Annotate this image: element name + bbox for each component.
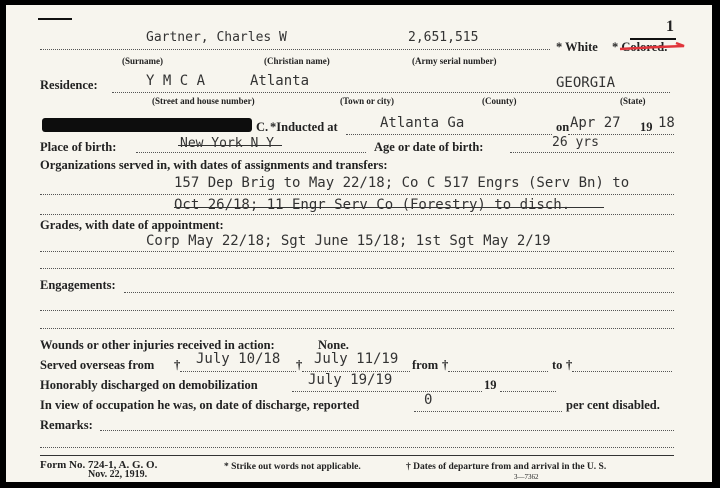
- discharge-line: [292, 391, 482, 392]
- organizations-label: Organizations served in, with dates of assignments and transfers:: [40, 158, 388, 172]
- wounds-label: Wounds or other injuries received in action:: [40, 338, 275, 352]
- place-of-birth-value: New York N Y: [180, 136, 274, 151]
- residence-city-value: Atlanta: [250, 73, 310, 89]
- engagements-rule-2: [40, 310, 674, 311]
- overseas-dagger-3: †: [442, 358, 449, 372]
- form-date: Nov. 22, 1919.: [88, 469, 148, 480]
- overseas-line-4: [572, 371, 672, 372]
- strike-note: * Strike out words not applicable.: [224, 462, 361, 472]
- organizations-rule-2: [40, 214, 674, 215]
- residence-state-value: GEORGIA: [556, 75, 616, 91]
- age-line: [510, 152, 674, 153]
- christian-name-caption: (Christian name): [264, 56, 330, 66]
- serial-caption: (Army serial number): [412, 56, 497, 66]
- discharge-year-line: [500, 391, 556, 392]
- disability-label: In view of occupation he was, on date of discharge, reported: [40, 398, 360, 412]
- engagements-rule-3: [40, 328, 674, 329]
- engagements-rule-1: [124, 292, 674, 293]
- overseas-line-3: [448, 371, 548, 372]
- footer-rule: [40, 455, 674, 456]
- discharge-year-suffix: 19: [484, 378, 497, 392]
- surname-value: Gartner, Charles W: [146, 30, 287, 45]
- inducted-at-label: *Inducted at: [270, 120, 338, 134]
- induction-year-value: 18: [658, 115, 675, 131]
- surname-caption: (Surname): [122, 56, 163, 66]
- overseas-from-label: from: [412, 358, 439, 372]
- red-strike-mark: [618, 40, 690, 54]
- grades-value: Corp May 22/18; Sgt June 15/18; 1st Sgt May 2/19: [146, 233, 551, 249]
- place-of-birth-label: Place of birth:: [40, 140, 117, 154]
- top-mark: [38, 18, 72, 20]
- county-caption: (County): [482, 96, 517, 106]
- card-number: 1: [666, 18, 674, 35]
- disability-suffix: per cent disabled.: [566, 398, 660, 412]
- white-label: * White: [556, 40, 598, 54]
- print-code: 3—7362: [514, 473, 539, 481]
- overseas-to-1: July 11/19: [314, 351, 399, 367]
- name-line: [40, 49, 550, 50]
- street-caption: (Street and house number): [152, 96, 255, 106]
- state-caption: (State): [620, 96, 646, 106]
- organizations-strike: [174, 207, 604, 208]
- remarks-label: Remarks:: [40, 418, 93, 432]
- place-of-birth-strike: [178, 145, 282, 146]
- overseas-dagger-1: †: [174, 358, 181, 372]
- city-caption: (Town or city): [340, 96, 394, 106]
- remarks-rule-1: [100, 430, 674, 431]
- residence-street-value: Y M C A: [146, 73, 206, 89]
- form-number: Form No. 724-1, A. G. O.: [40, 459, 158, 471]
- serial-number-value: 2,651,515: [408, 30, 479, 45]
- grades-rule-2: [40, 268, 674, 269]
- remarks-rule-2: [40, 447, 674, 448]
- discharge-label: Honorably discharged on demobilization: [40, 378, 258, 392]
- disability-value: 0: [424, 392, 433, 408]
- organizations-line-1: 157 Dep Brig to May 22/18; Co C 517 Engrs (Serv Bn) to: [174, 175, 630, 191]
- age-value: 26 yrs: [552, 135, 599, 150]
- overseas-from-1: July 10/18: [196, 351, 281, 367]
- grades-rule-1: [40, 251, 674, 252]
- age-label: Age or date of birth:: [374, 140, 484, 154]
- overseas-dagger-4: †: [566, 358, 573, 372]
- organizations-rule-1: [40, 194, 674, 195]
- dagger-note: † Dates of departure from and arrival in the U. S.: [406, 462, 607, 472]
- residence-label: Residence:: [40, 78, 98, 92]
- place-of-birth-line: [136, 152, 366, 153]
- colored-label: * Colored.: [612, 40, 668, 54]
- overseas-to-label: to: [552, 358, 563, 372]
- induction-date-value: Apr 27: [570, 115, 621, 131]
- redaction-block: [42, 118, 252, 132]
- induction-on-label: on: [556, 120, 570, 134]
- served-overseas-label: Served overseas from: [40, 358, 155, 372]
- inducted-at-line: [346, 134, 552, 135]
- induction-year-prefix: 19: [640, 120, 653, 134]
- induction-suffix: C.: [256, 120, 269, 134]
- inducted-at-value: Atlanta Ga: [380, 115, 465, 131]
- engagements-label: Engagements:: [40, 278, 116, 292]
- organizations-line-2: Oct 26/18; 11 Engr Serv Co (Forestry) to disch.: [174, 197, 571, 213]
- disability-line: [414, 411, 562, 412]
- overseas-line-1: [180, 371, 296, 372]
- overseas-dagger-2: †: [296, 358, 303, 372]
- discharge-value: July 19/19: [308, 372, 393, 388]
- residence-line: [112, 92, 670, 93]
- grades-label: Grades, with date of appointment:: [40, 218, 224, 232]
- wounds-value: None.: [318, 338, 349, 352]
